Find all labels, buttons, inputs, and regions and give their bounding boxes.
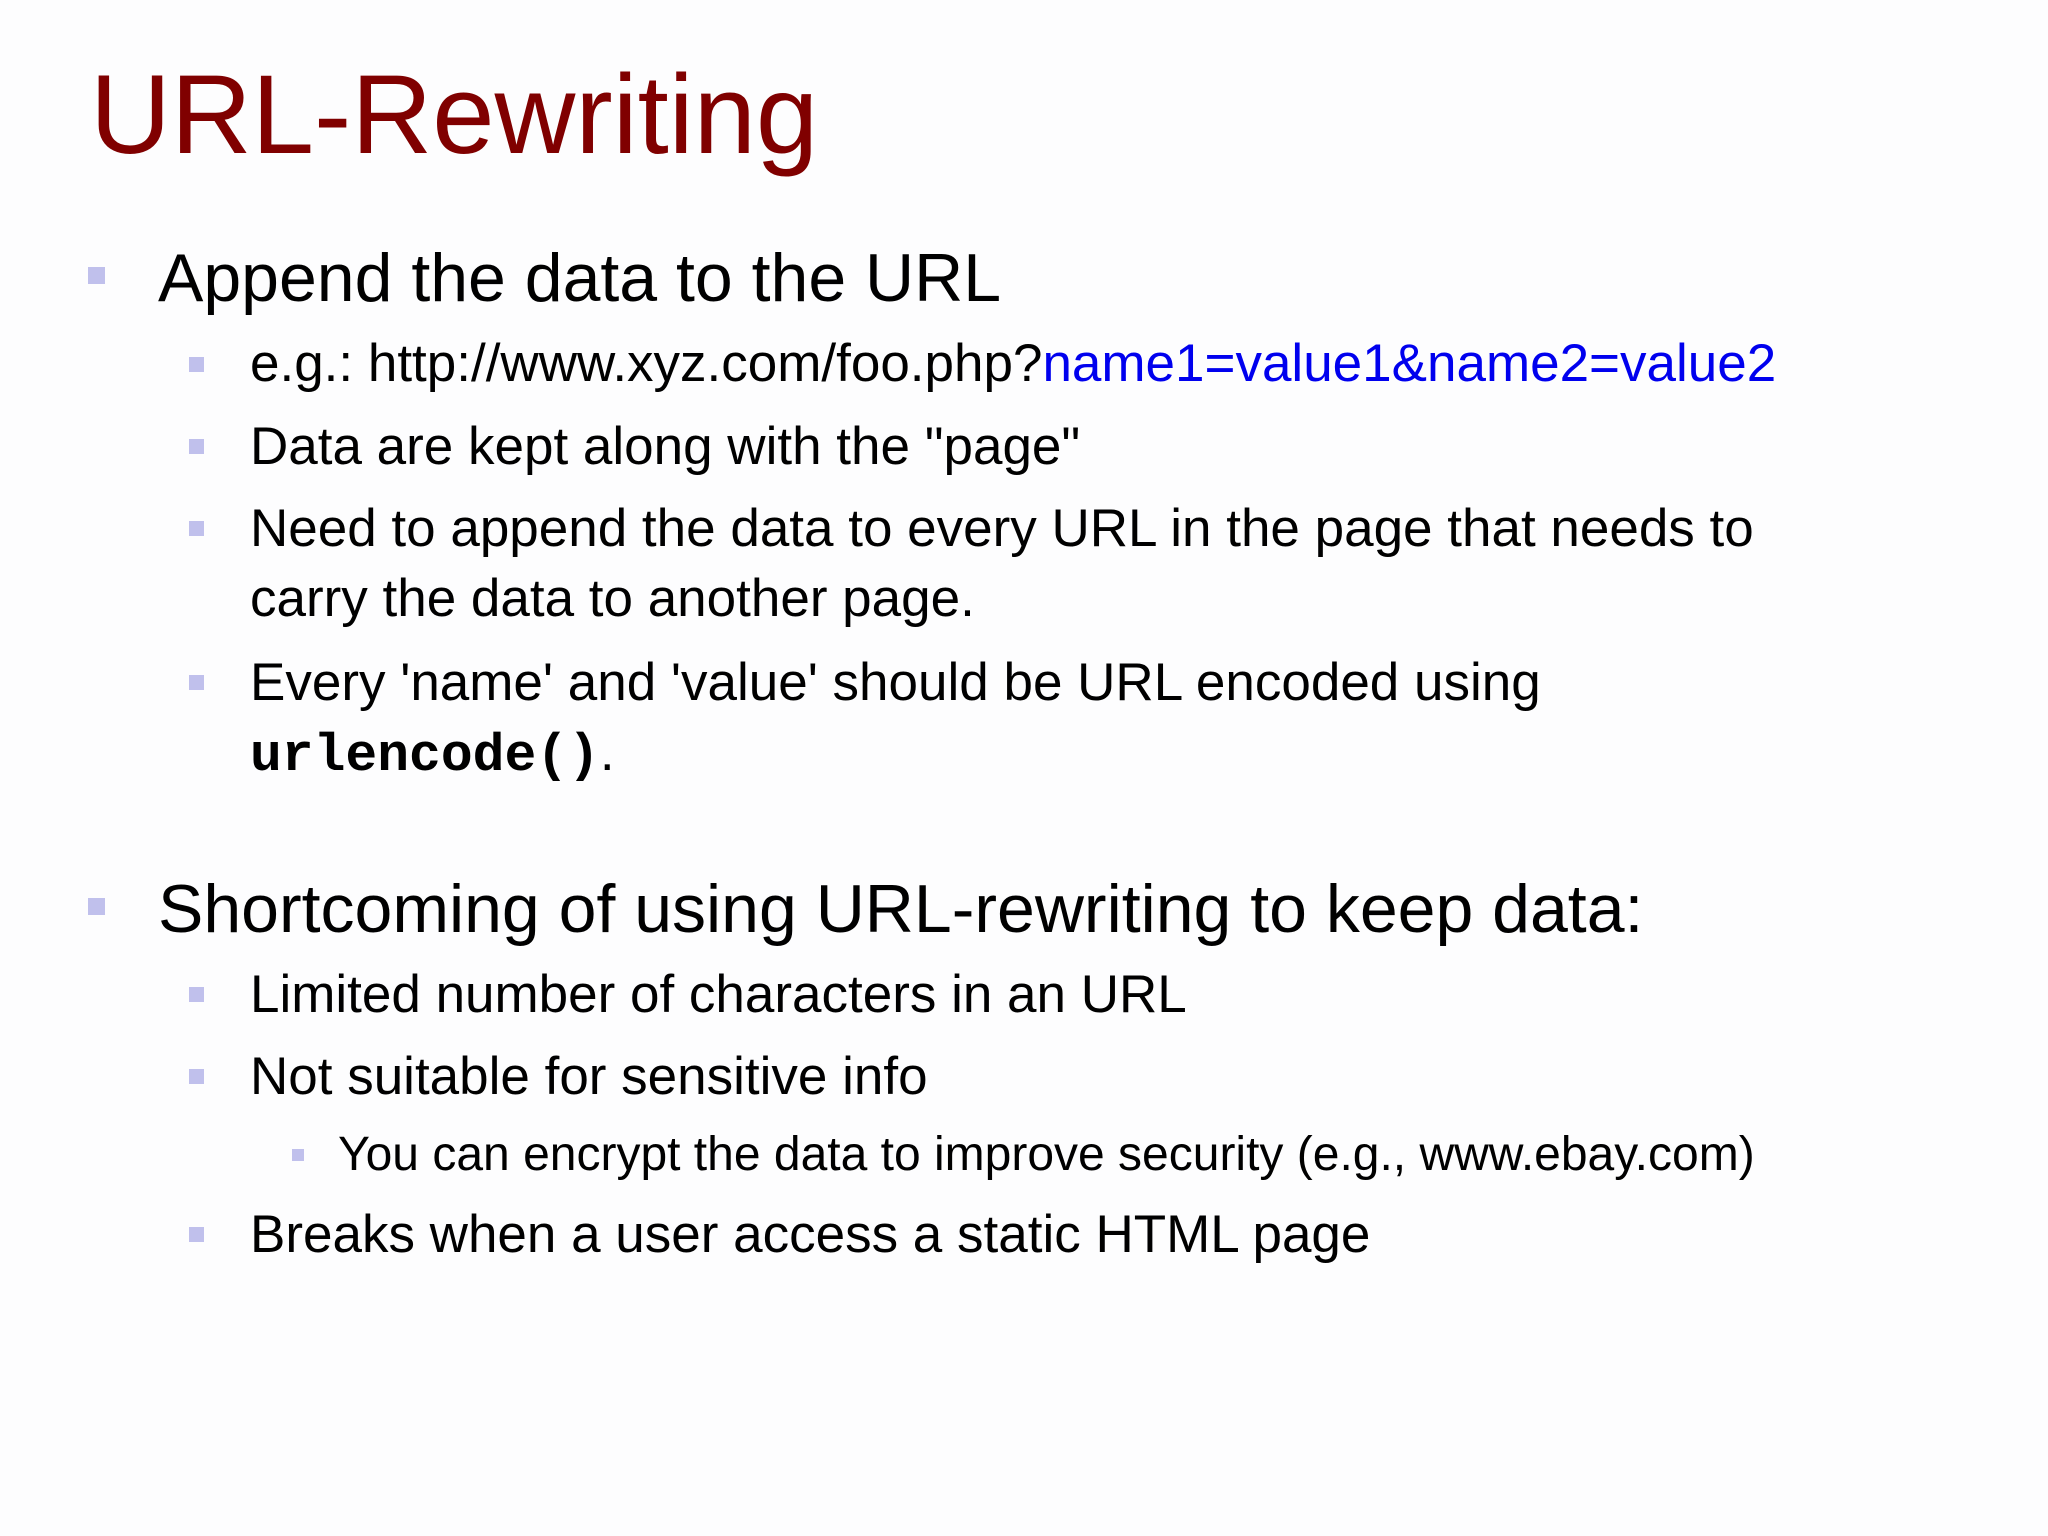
point-url-encoded-tail: . bbox=[599, 723, 615, 782]
point-data-kept: Data are kept along with the "page" bbox=[250, 417, 1081, 476]
urlencode-code: urlencode() bbox=[250, 726, 600, 786]
bullet-marker bbox=[189, 675, 204, 690]
bullet-marker bbox=[189, 439, 204, 454]
point-url-encoded-line2 bbox=[250, 718, 615, 791]
example-url bbox=[250, 329, 1776, 399]
section2-heading: Shortcoming of using URL-rewriting to keep data: bbox=[158, 871, 1644, 947]
point-append-every-url-line1: Need to append the data to every URL in the page that needs to bbox=[250, 499, 1754, 558]
subpoint-encrypt: You can encrypt the data to improve security (e.g., www.ebay.com) bbox=[338, 1128, 1755, 1181]
bullet-marker bbox=[189, 521, 204, 536]
bullet-marker bbox=[292, 1149, 304, 1161]
slide-title: URL-Rewriting bbox=[90, 52, 819, 177]
example-url-query: name1=value1&name2=value2 bbox=[1042, 334, 1777, 393]
bullet-marker bbox=[88, 267, 105, 284]
bullet-marker bbox=[189, 1069, 204, 1084]
bullet-marker bbox=[189, 357, 204, 372]
bullet-marker bbox=[189, 987, 204, 1002]
point-breaks-static-html: Breaks when a user access a static HTML page bbox=[250, 1205, 1371, 1264]
bullet-marker bbox=[189, 1227, 204, 1242]
section1-heading: Append the data to the URL bbox=[158, 240, 1002, 316]
point-url-encoded-line1: Every 'name' and 'value' should be URL encoded using bbox=[250, 653, 1541, 712]
bullet-marker bbox=[88, 898, 105, 915]
point-not-suitable: Not suitable for sensitive info bbox=[250, 1047, 928, 1106]
point-append-every-url-line2: carry the data to another page. bbox=[250, 569, 975, 628]
point-limited-characters: Limited number of characters in an URL bbox=[250, 965, 1187, 1024]
example-url-prefix: e.g.: http://www.xyz.com/foo.php? bbox=[250, 334, 1043, 393]
